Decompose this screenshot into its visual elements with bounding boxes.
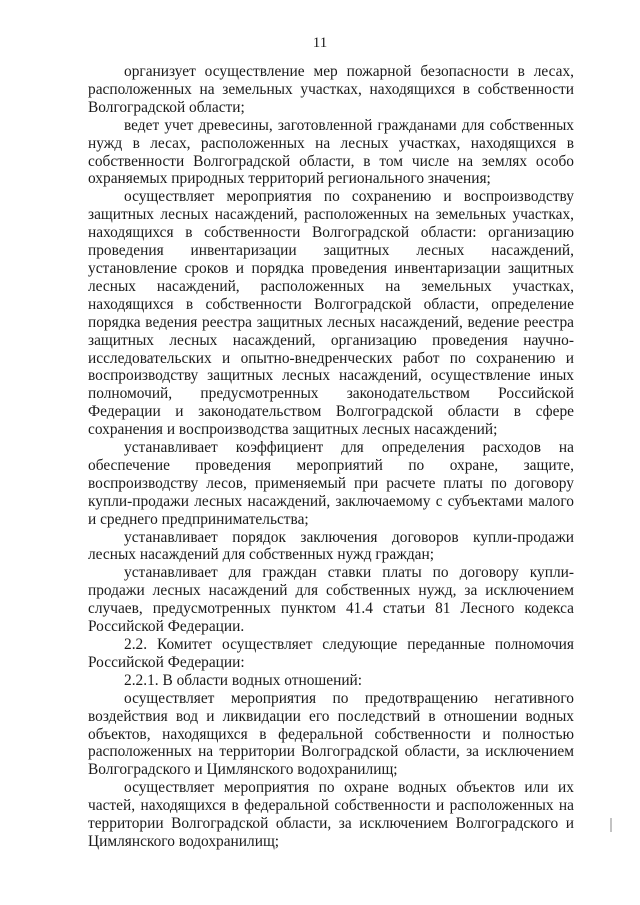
paragraph-water-impact: осуществляет мероприятия по предотвращению негативного воздействия вод и ликвидации его последствий в отношении водных объектов, находящихся в федеральной собственности и полностью расположенных на территории Волгоградской области, за исключением Волгоградского и Цимлянского водохранилищ; — [88, 689, 574, 779]
paragraph-section-2-2-1: 2.2.1. В области водных отношений: — [124, 671, 363, 689]
paragraph-section-2-2: 2.2. Комитет осуществляет следующие переданные полномочия Российской Федерации: — [88, 636, 574, 671]
page-number: 11 — [312, 35, 328, 51]
document-body — [88, 63, 574, 851]
paragraph-protective-forests: осуществляет мероприятия по сохранению и воспроизводству защитных лесных насаждений, расположенных на земельных участках, находящихся в собственности Волгоградской области: организацию проведения инвентаризации защитных лесных насаждений, установление сроков и порядка проведения инвентаризации защитных лесных насаждений, расположенных на земельных участках, находящихся в собственности Волгоградской области, определение порядка ведения реестра защитных лесных насаждений, ведение реестра защитных лесных насаждений, организацию проведения научно-исследовательских и опытно-внедренческих работ по сохранению и воспроизводству защитных лесных насаждений, осуществление иных полномочий, предусмотренных законодательством Российской Федерации и законодательством Волгоградской области в сфере сохранения и воспроизводства защитных лесных насаждений; — [88, 188, 574, 439]
paragraph-fire-safety: организует осуществление мер пожарной безопасности в лесах, расположенных на земельных участках, находящихся в собственности Волгоградской области; — [88, 63, 574, 116]
paragraph-contract-procedure: устанавливает порядок заключения договоров купли-продажи лесных насаждений для собственных нужд граждан; — [88, 528, 574, 564]
paragraph-water-protection: осуществляет мероприятия по охране водных объектов или их частей, находящихся в федеральной собственности и расположенных на территории Волгоградской области, за исключением Волгоградского и Цимлянского водохранилищ; — [88, 779, 574, 850]
scan-artifact-mark — [610, 818, 612, 832]
paragraph-payment-rates: устанавливает для граждан ставки платы по договору купли-продажи лесных насаждений для собственных нужд, за исключением случаев, предусмотренных пунктом 41.4 статьи 81 Лесного кодекса Российской Федерации. — [88, 564, 574, 636]
paragraph-wood-accounting: ведет учет древесины, заготовленной гражданами для собственных нужд в лесах, расположенных на лесных участках, находящихся в собственности Волгоградской области, в том числе на землях особо охраняемых природных территорий регионального значения; — [88, 116, 574, 188]
paragraph-cost-coefficient: устанавливает коэффициент для определения расходов на обеспечение проведения мероприятий по охране, защите, воспроизводству лесов, применяемый при расчете платы по договору купли-продажи лесных насаждений, заключаемому с субъектами малого и среднего предпринимательства; — [88, 439, 574, 528]
